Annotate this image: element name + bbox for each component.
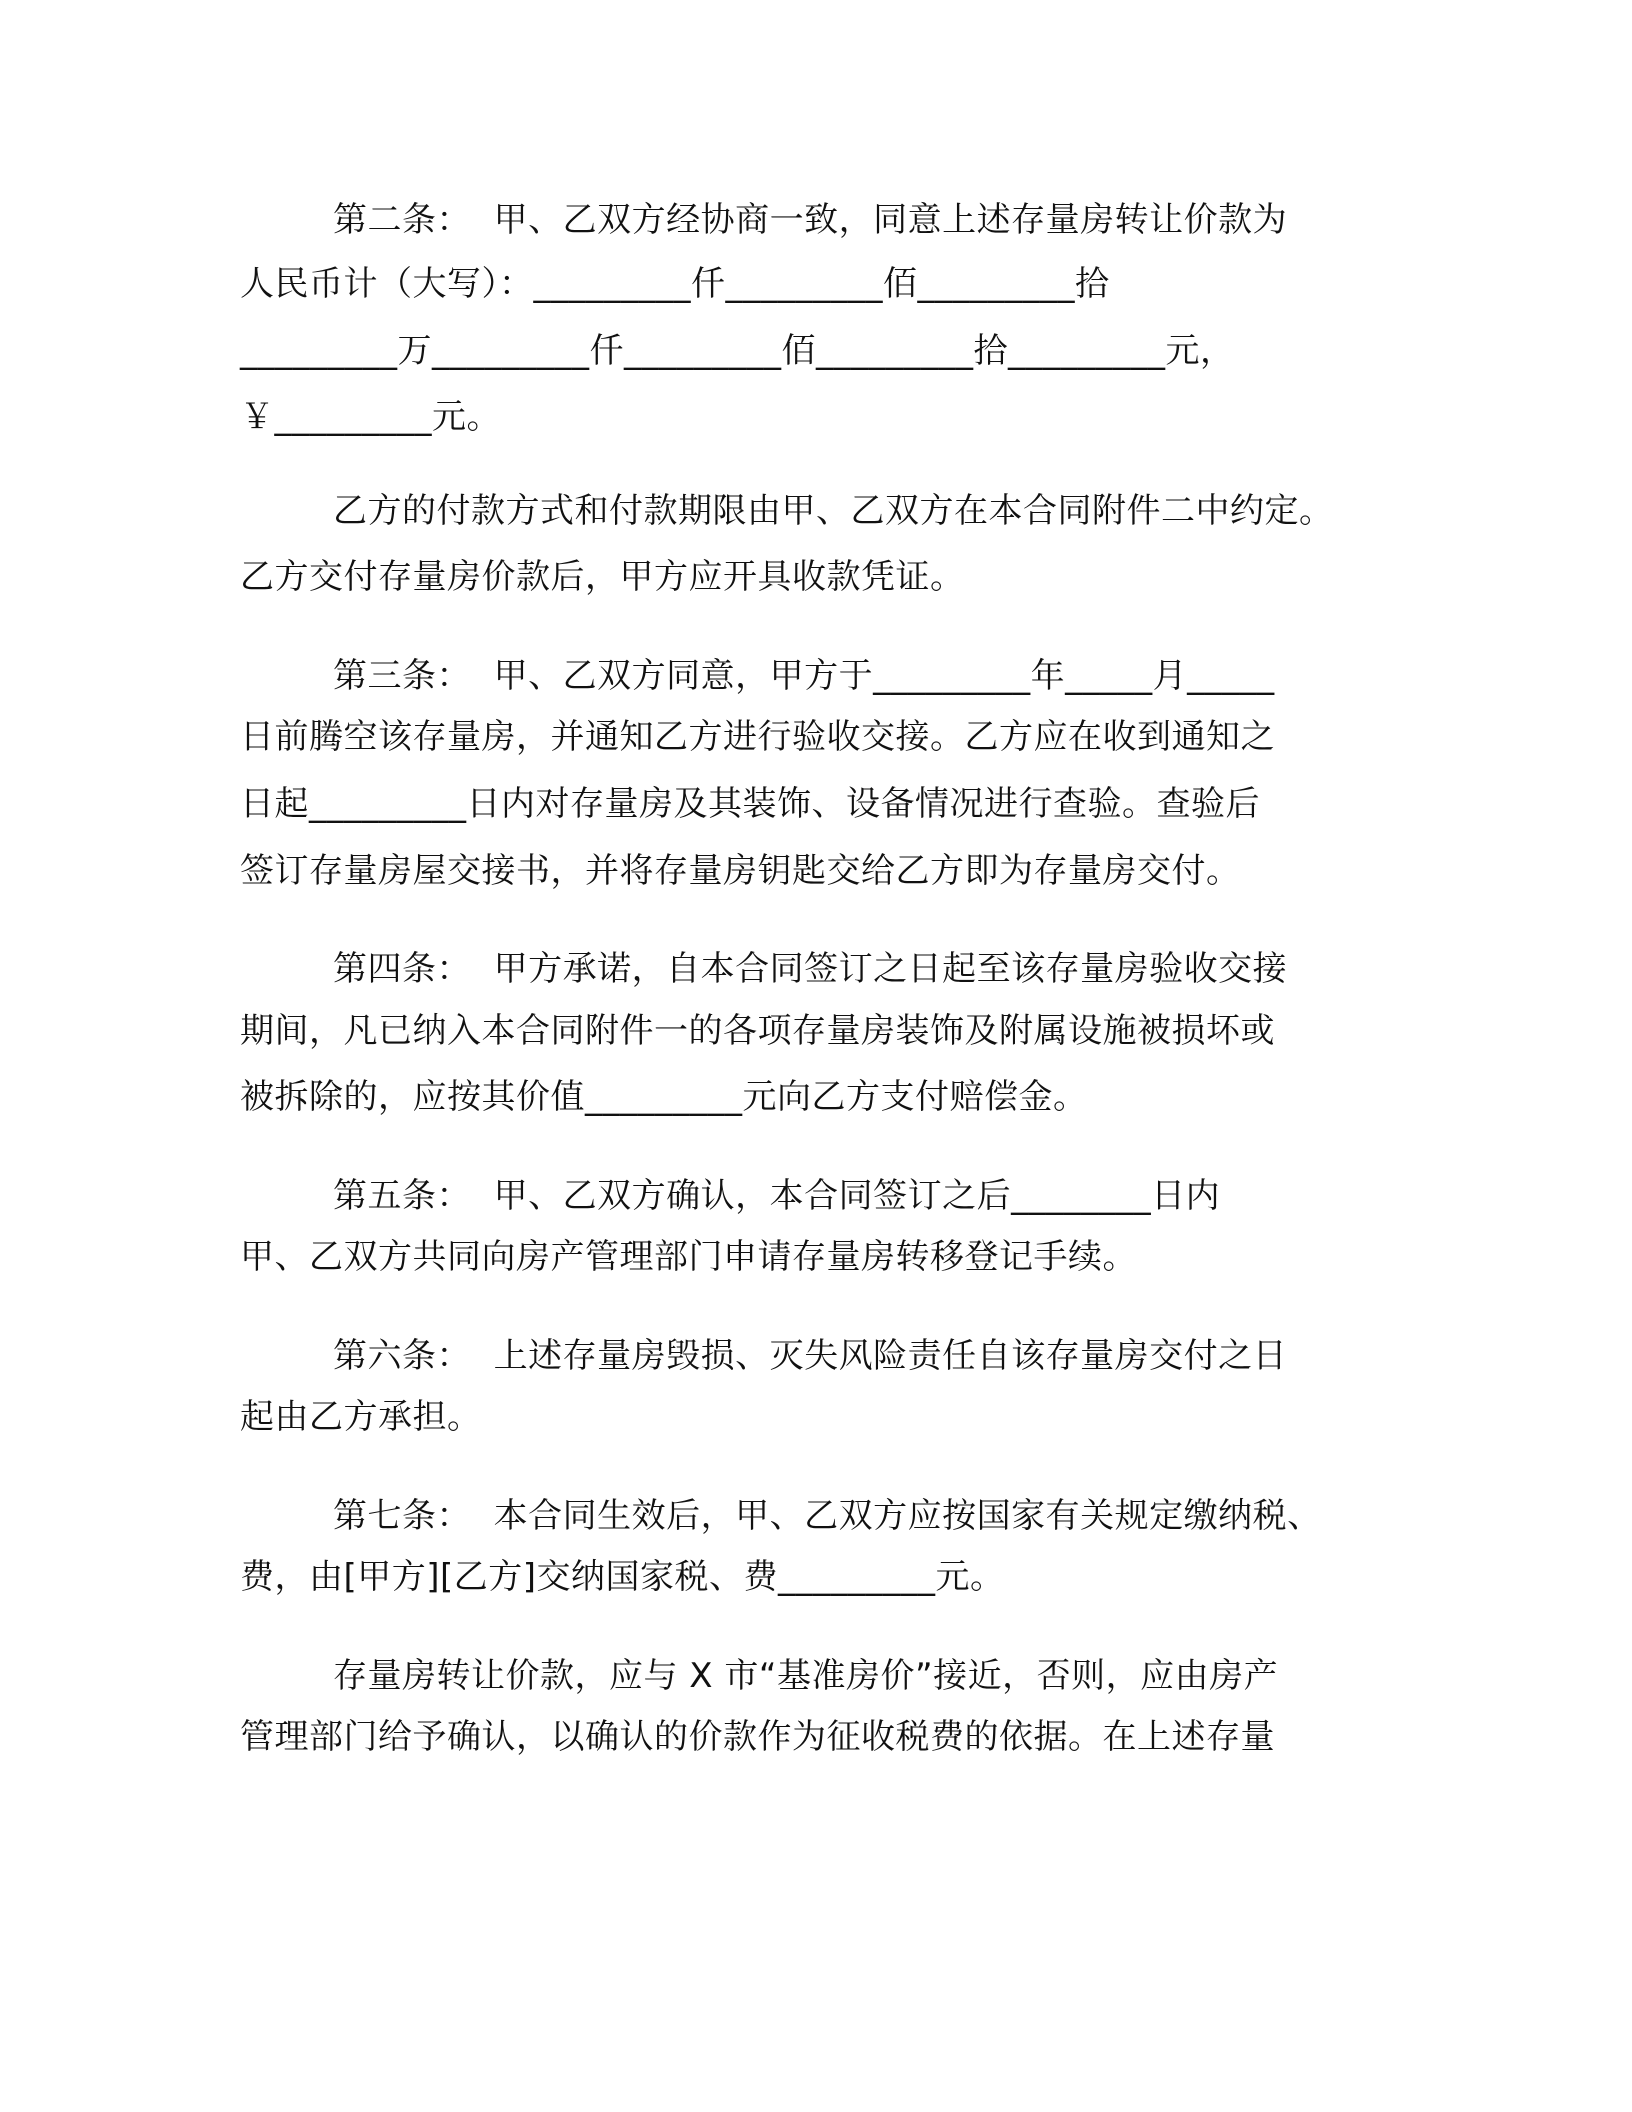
text-line: 被拆除的，应按其价值_________元向乙方支付赔偿金。 — [240, 1077, 1088, 1117]
text-line: 人民币计（大写）：_________仟_________佰_________拾 — [240, 264, 1110, 304]
text-line: 存量房转让价款，应与 X 市“基准房价”接近，否则，应由房产 — [333, 1656, 1279, 1696]
text-line: 日起_________日内对存量房及其装饰、设备情况进行查验。查验后 — [240, 784, 1260, 824]
text-line: ￥_________元。 — [240, 397, 501, 437]
text-line: 日前腾空该存量房，并通知乙方进行验收交接。乙方应在收到通知之 — [240, 717, 1275, 757]
text-line: 甲、乙双方共同向房产管理部门申请存量房转移登记手续。 — [240, 1237, 1137, 1277]
text-line: 管理部门给予确认，以确认的价款作为征收税费的依据。在上述存量 — [240, 1717, 1275, 1757]
text-line: 费，由[甲方][乙方]交纳国家税、费_________元。 — [240, 1557, 1005, 1597]
text-line: 第六条： 上述存量房毁损、灭失风险责任自该存量房交付之日 — [333, 1336, 1288, 1376]
text-line: 第三条： 甲、乙双方同意，甲方于_________年_____月_____ — [333, 656, 1275, 696]
text-line: 乙方的付款方式和付款期限由甲、乙双方在本合同附件二中约定。 — [333, 491, 1334, 531]
text-line: 第五条： 甲、乙双方确认，本合同签订之后________日内 — [333, 1176, 1221, 1216]
text-line: 乙方交付存量房价款后，甲方应开具收款凭证。 — [240, 557, 965, 597]
text-line: 签订存量房屋交接书，并将存量房钥匙交给乙方即为存量房交付。 — [240, 851, 1241, 891]
text-line: _________万_________仟_________佰_________拾_________元， — [240, 331, 1235, 371]
text-line: 起由乙方承担。 — [240, 1397, 482, 1437]
text-line: 第七条： 本合同生效后，甲、乙双方应按国家有关规定缴纳税、 — [333, 1496, 1322, 1536]
text-line: 第四条： 甲方承诺，自本合同签订之日起至该存量房验收交接 — [333, 949, 1288, 989]
text-line: 第二条： 甲、乙双方经协商一致，同意上述存量房转让价款为 — [333, 200, 1288, 240]
text-line: 期间，凡已纳入本合同附件一的各项存量房装饰及附属设施被损坏或 — [240, 1011, 1275, 1051]
